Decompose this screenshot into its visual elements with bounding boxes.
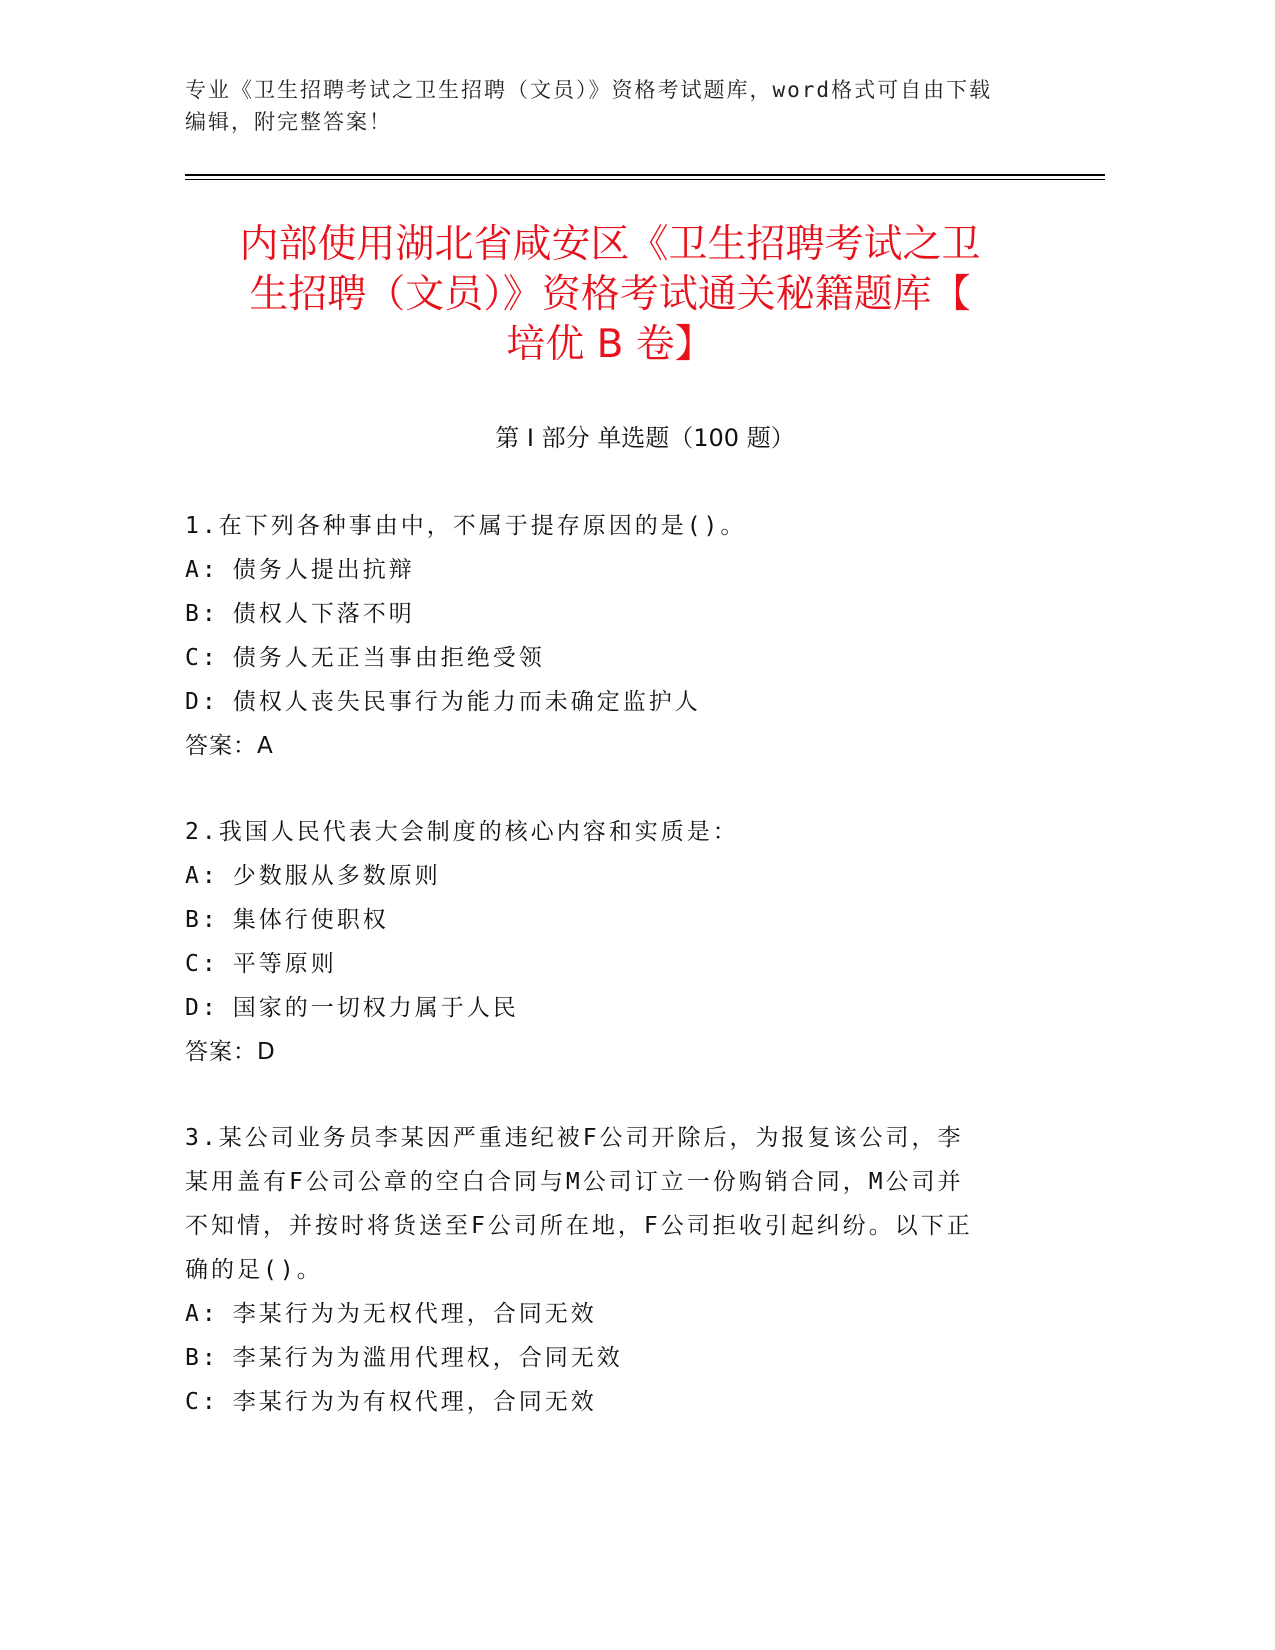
option-a — [185, 1292, 1055, 1336]
option-key: C: — [185, 645, 219, 671]
option-key: A: — [185, 1301, 219, 1327]
option-d — [185, 986, 1055, 1030]
option-key: B: — [185, 907, 219, 933]
option-key: A: — [185, 863, 219, 889]
option-key: B: — [185, 601, 219, 627]
question-stem-line-4: 确的足()。 — [185, 1257, 323, 1283]
answer: 答案：D — [185, 1039, 276, 1065]
option-text: 国家的一切权力属于人民 — [232, 995, 519, 1021]
option-text: 少数服从多数原则 — [232, 863, 441, 889]
option-a — [185, 548, 1055, 592]
section-heading: 第 I 部分 单选题（100 题） — [495, 424, 795, 452]
option-b — [185, 898, 1055, 942]
option-key: B: — [185, 1345, 219, 1371]
document-title-line-1: 内部使用湖北省咸安区《卫生招聘考试之卫 — [239, 222, 981, 267]
option-key: A: — [185, 557, 219, 583]
document-title — [190, 220, 1030, 370]
question-2 — [185, 810, 1055, 1074]
option-text: 债务人无正当事由拒绝受领 — [232, 645, 545, 671]
option-text: 债权人丧失民事行为能力而未确定监护人 — [232, 689, 701, 715]
question-3 — [185, 1116, 1055, 1424]
option-key: C: — [185, 951, 219, 977]
question-stem: 2.我国人民代表大会制度的核心内容和实质是： — [185, 819, 739, 845]
header-divider-thick — [185, 174, 1105, 176]
option-text: 平等原则 — [232, 951, 337, 977]
option-text: 李某行为为滥用代理权，合同无效 — [232, 1345, 623, 1371]
question-stem-line-2: 某用盖有F公司公章的空白合同与M公司订立一份购销合同，M公司并 — [185, 1169, 964, 1195]
answer: 答案：A — [185, 733, 274, 759]
option-key: C: — [185, 1389, 219, 1415]
option-text: 李某行为为有权代理，合同无效 — [232, 1389, 597, 1415]
option-d — [185, 680, 1055, 724]
option-c — [185, 942, 1055, 986]
question-stem: 1.在下列各种事由中，不属于提存原因的是()。 — [185, 513, 747, 539]
option-text: 债权人下落不明 — [232, 601, 415, 627]
document-title-line-3: 培优 B 卷】 — [506, 322, 714, 367]
header-note — [185, 74, 1085, 138]
option-key: D: — [185, 995, 219, 1021]
option-b — [185, 592, 1055, 636]
option-c — [185, 636, 1055, 680]
header-note-line-2: 编辑，附完整答案！ — [185, 110, 392, 134]
header-note-line-1: 专业《卫生招聘考试之卫生招聘（文员）》资格考试题库，word格式可自由下载 — [185, 78, 993, 102]
question-stem-line-1: 3.某公司业务员李某因严重违纪被F公司开除后，为报复该公司，李 — [185, 1125, 964, 1151]
option-c — [185, 1380, 1055, 1424]
question-1 — [185, 504, 1055, 768]
document-title-line-2: 生招聘（文员）》资格考试通关秘籍题库【 — [249, 272, 971, 317]
option-text: 李某行为为无权代理，合同无效 — [232, 1301, 597, 1327]
option-text: 集体行使职权 — [232, 907, 389, 933]
header-divider-thin — [185, 179, 1105, 180]
option-text: 债务人提出抗辩 — [232, 557, 415, 583]
option-a — [185, 854, 1055, 898]
option-b — [185, 1336, 1055, 1380]
option-key: D: — [185, 689, 219, 715]
question-stem-line-3: 不知情，并按时将货送至F公司所在地，F公司拒收引起纠纷。以下正 — [185, 1213, 973, 1239]
